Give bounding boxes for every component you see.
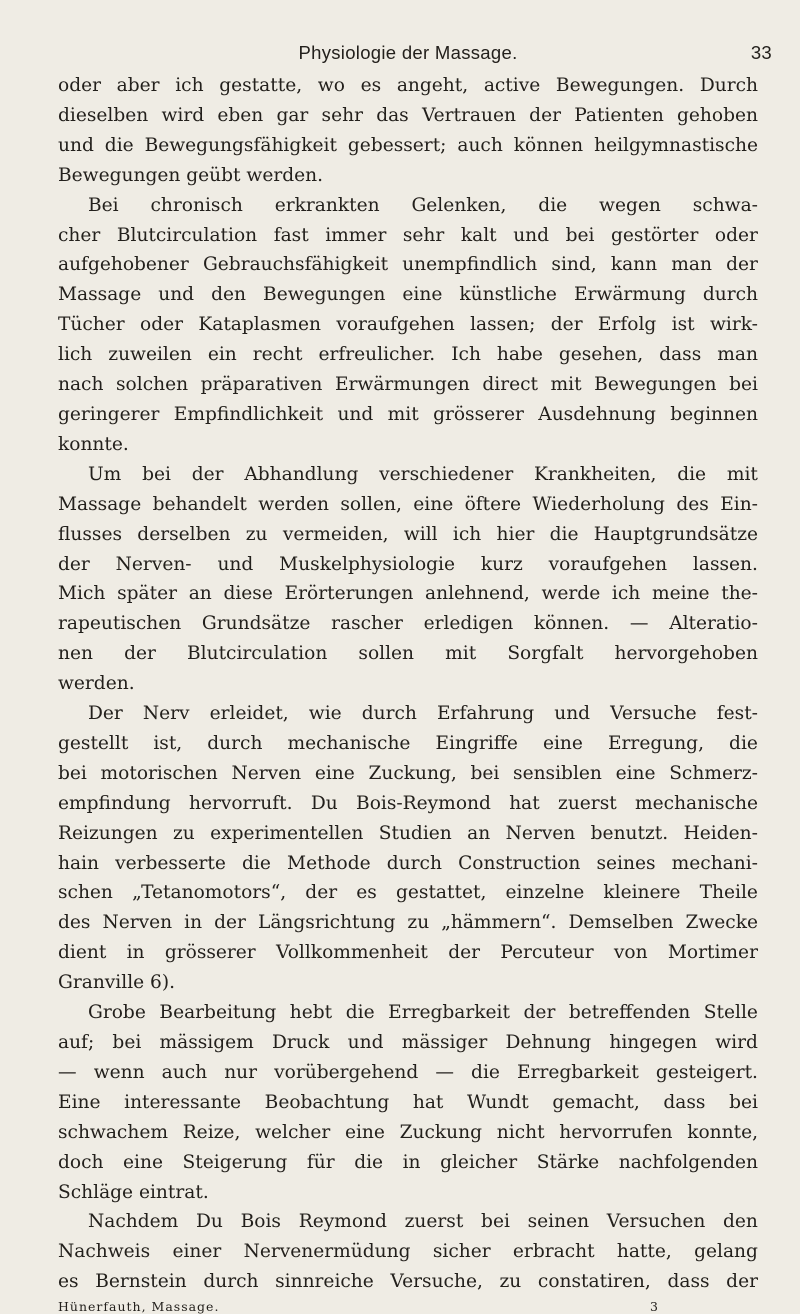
text-line: Granville 6).: [58, 972, 176, 994]
text-line: Mich später an diese Erörterungen anlehnend, werde ich meine the-: [58, 583, 758, 605]
text-line: schen „Tetanomotors“, der es gestattet, einzelne kleinere Theile: [58, 882, 758, 904]
text-line: des Nerven in der Längsrichtung zu „hämmern“. Demselben Zwecke: [58, 912, 758, 934]
text-line: schwachem Reize, welcher eine Zuckung nicht hervorrufen konnte,: [58, 1121, 758, 1143]
text-line: aufgehobener Gebrauchsfähigkeit unempfindlich sind, kann man der: [58, 254, 758, 276]
text-line: und die Bewegungsfähigkeit gebessert; auch können heilgymnastische: [58, 134, 758, 156]
signature-mark: Hünerfauth, Massage.: [58, 1299, 220, 1314]
text-line: hain verbesserte die Methode durch Construction seines mechani-: [58, 852, 758, 874]
text-line: auf; bei mässigem Druck und mässiger Dehnung hingegen wird: [58, 1032, 758, 1053]
text-line: Schläge eintrat.: [58, 1181, 209, 1203]
text-line: nen der Blutcirculation sollen mit Sorgfalt hervorgehoben: [58, 643, 758, 665]
text-line: rapeutischen Grundsätze rascher erledigen können. — Alteratio-: [58, 613, 758, 635]
text-line: lich zuweilen ein recht erfreulicher. Ich habe gesehen, dass man: [58, 344, 758, 366]
page-number: 33: [750, 42, 772, 63]
text-line: Massage und den Bewegungen eine künstliche Erwärmung durch: [58, 284, 758, 306]
body-text: [58, 71, 758, 1297]
footer: [58, 1299, 758, 1314]
text-line: gestellt ist, durch mechanische Eingriffe eine Erregung, die: [58, 732, 758, 754]
text-line: Um bei der Abhandlung verschiedener Krankheiten, die mit: [88, 463, 758, 485]
text-line: geringerer Empfindlichkeit und mit grösserer Ausdehnung beginnen: [58, 403, 758, 425]
text-line: konnte.: [58, 433, 129, 455]
page: [58, 20, 772, 1314]
text-line: doch eine Steigerung für die in gleicher Stärke nachfolgenden: [58, 1151, 758, 1173]
text-line: Nachweis einer Nervenermüdung sicher erbracht hatte, gelang: [58, 1241, 758, 1263]
text-line: Massage behandelt werden sollen, eine öftere Wiederholung des Ein-: [58, 493, 758, 515]
text-line: dieselben wird eben gar sehr das Vertrauen der Patienten gehoben: [58, 104, 758, 126]
running-title: Physiologie der Massage.: [298, 42, 518, 63]
text-line: Tücher oder Kataplasmen voraufgehen lassen; der Erfolg ist wirk-: [58, 314, 758, 336]
text-line: Bewegungen geübt werden.: [58, 164, 323, 186]
text-line: Bei chronisch erkrankten Gelenken, die wegen schwa-: [88, 194, 758, 216]
text-line: oder aber ich gestatte, wo es angeht, active Bewegungen. Durch: [58, 75, 758, 96]
text-line: nach solchen präparativen Erwärmungen direct mit Bewegungen bei: [58, 374, 758, 396]
text-line: flusses derselben zu vermeiden, will ich hier die Hauptgrundsätze: [58, 523, 758, 545]
text-line: der Nerven- und Muskelphysiologie kurz voraufgehen lassen.: [58, 553, 758, 575]
text-line: bei motorischen Nerven eine Zuckung, bei sensiblen eine Schmerz-: [58, 762, 758, 784]
text-line: es Bernstein durch sinnreiche Versuche, zu constatiren, dass der: [58, 1271, 758, 1293]
text-line: empfindung hervorruft. Du Bois-Reymond hat zuerst mechanische: [58, 792, 758, 814]
text-line: Nachdem Du Bois Reymond zuerst bei seinen Versuchen den: [88, 1211, 758, 1233]
text-line: cher Blutcirculation fast immer sehr kalt und bei gestörter oder: [58, 224, 758, 246]
text-line: Grobe Bearbeitung hebt die Erregbarkeit der betreffenden Stelle: [88, 1002, 758, 1024]
text-line: Reizungen zu experimentellen Studien an Nerven benutzt. Heiden-: [58, 822, 758, 844]
text-line: Der Nerv erleidet, wie durch Erfahrung und Versuche fest-: [88, 703, 758, 725]
text-line: — wenn auch nur vorübergehend — die Erregbarkeit gesteigert.: [58, 1061, 758, 1083]
text-line: Eine interessante Beobachtung hat Wundt gemacht, dass bei: [58, 1091, 758, 1113]
text-line: dient in grösserer Vollkommenheit der Percuteur von Mortimer: [58, 942, 758, 964]
sheet-number: 3: [650, 1299, 658, 1314]
running-header: [58, 20, 772, 68]
text-line: werden.: [58, 673, 135, 695]
